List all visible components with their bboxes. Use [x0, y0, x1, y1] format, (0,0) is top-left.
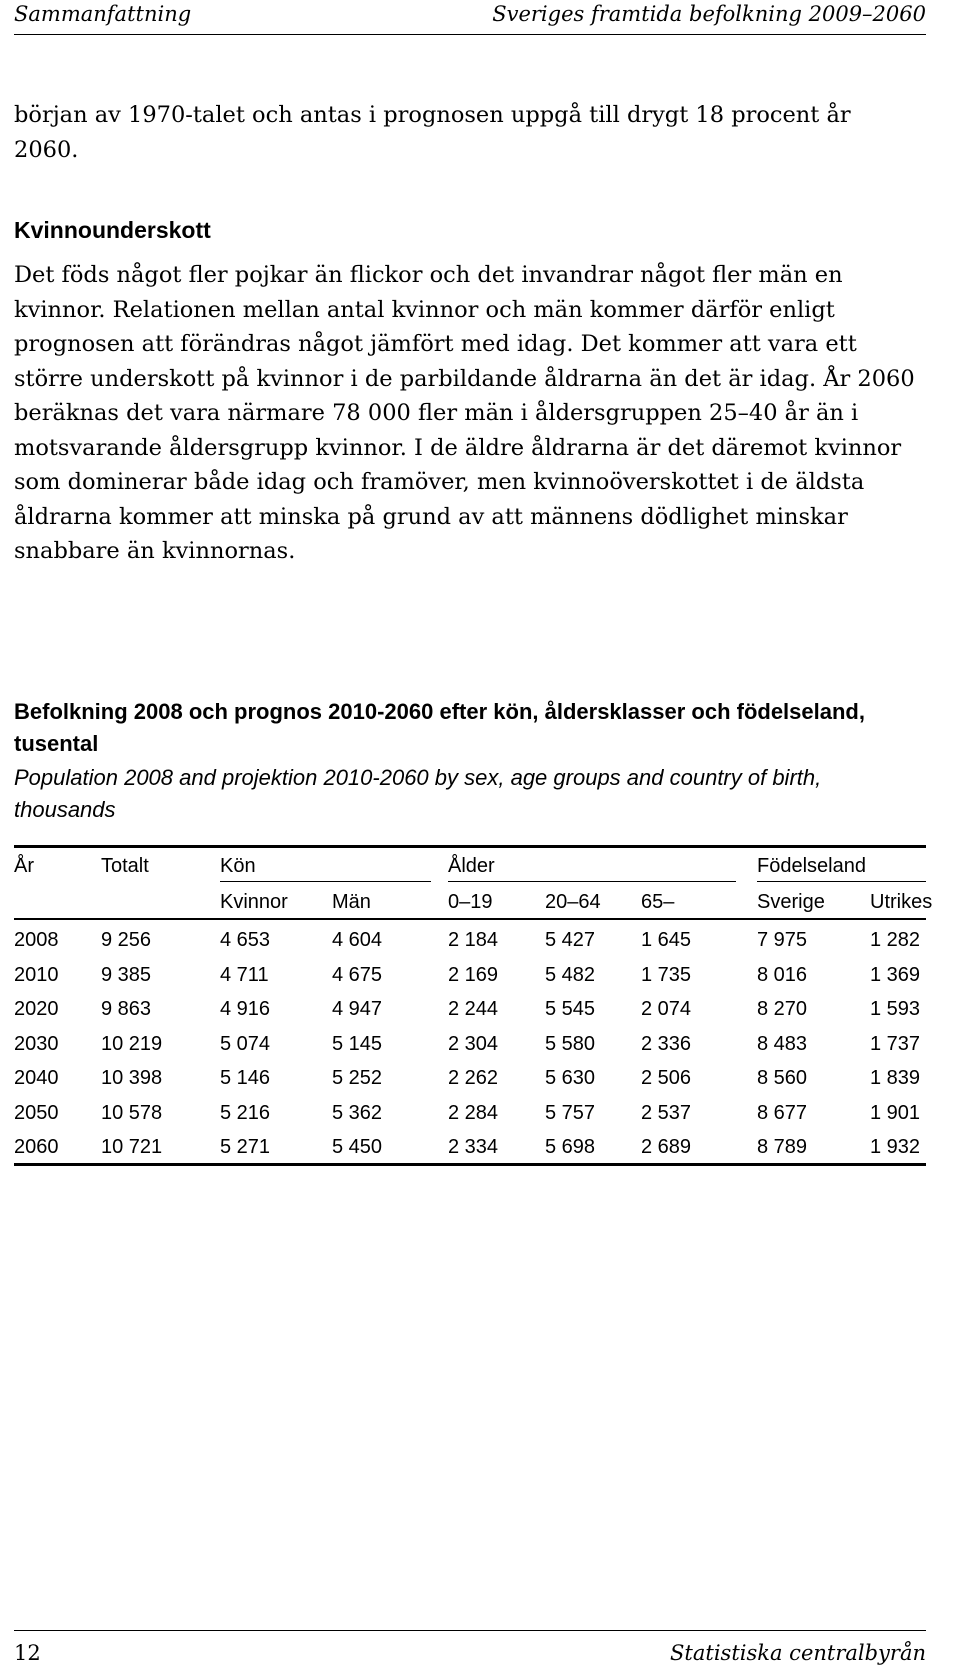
table-cell: 10 578 [101, 1101, 163, 1124]
col-header-year: År [14, 855, 34, 877]
table-cell: 5 427 [545, 929, 596, 951]
table-cell: 8 789 [757, 1136, 808, 1158]
table-cell: 1 932 [870, 1136, 921, 1158]
row-year-cell: 2008 [14, 929, 59, 951]
table-cell: 1 282 [870, 929, 921, 951]
subheader-women: Kvinnor [220, 891, 288, 913]
table-cell: 5 450 [332, 1136, 383, 1158]
sex-group-rule [220, 881, 431, 882]
table-cell: 2 334 [448, 1136, 499, 1158]
row-year-cell: 2010 [14, 963, 59, 986]
table-cell: 2 169 [448, 963, 499, 986]
table-cell: 2 304 [448, 1032, 499, 1055]
table-cell: 5 074 [220, 1032, 271, 1055]
col-header-total: Totalt [101, 855, 149, 877]
row-year-cell: 2020 [14, 998, 59, 1020]
col-header-age: Ålder [448, 855, 495, 877]
table-cell: 4 711 [220, 963, 269, 986]
table-cell: 1 735 [641, 963, 692, 986]
header-bottom-rule [14, 918, 926, 920]
table-cell: 2 689 [641, 1136, 692, 1158]
col-header-birth-country: Födelseland [757, 855, 866, 877]
table-cell: 2 184 [448, 929, 499, 951]
row-year-cell: 2040 [14, 1067, 59, 1089]
birth-group-rule [757, 881, 926, 882]
table-cell: 8 560 [757, 1067, 808, 1089]
table-cell: 5 580 [545, 1032, 596, 1055]
subheader-age-20-64: 20–64 [545, 891, 601, 913]
subheader-abroad: Utrikes [870, 891, 933, 913]
table-cell: 5 545 [545, 998, 596, 1020]
section-paragraph-part-b: därför enligt prognosen att förändras något jämfört med idag. Det kommer att vara ett större underskott på kvinnor i de parbildande åldrarna än det är idag. År 2060 beräknas det vara närmare 78 000 fler män i åldersgruppen 25–40 år än i motsvarande åldersgrupp kvinnor. I de äldre åldrarna är det däremot kvinnor som dominerar både idag och framöver, men kvinnoöverskottet i de äldsta åldrarna kommer att minska på grund av att männens dödlighet minskar snabbare än kvinnornas. [14, 296, 915, 564]
table-bottom-rule [14, 1163, 926, 1166]
table-cell: 1 839 [870, 1067, 921, 1089]
table-cell: 7 975 [757, 929, 808, 951]
header-publication-title: Sveriges framtida befolkning 2009–2060 [492, 2, 926, 26]
table-cell: 2 244 [448, 998, 499, 1020]
table-cell: 8 677 [757, 1101, 808, 1124]
table-cell: 9 863 [101, 998, 152, 1020]
table-top-rule [14, 845, 926, 848]
col-header-sex: Kön [220, 855, 256, 877]
table-cell: 5 216 [220, 1101, 271, 1124]
table-cell: 1 369 [870, 963, 921, 986]
subheader-age-65-plus: 65– [641, 891, 675, 913]
table-cell: 10 721 [101, 1136, 163, 1158]
table-cell: 10 219 [101, 1032, 163, 1055]
section-paragraph-part-a: Det föds något fler pojkar än flickor och det invandrar något fler män en kvinnor. Relationen mellan antal kvinnor och män kommer [14, 262, 843, 323]
table-cell: 4 604 [332, 929, 383, 951]
publisher-name: Statistiska centralbyrån [670, 1641, 926, 1665]
subheader-men: Män [332, 891, 371, 913]
table-cell: 5 271 [220, 1136, 271, 1158]
table-cell: 4 675 [332, 963, 383, 986]
subheader-age-0-19: 0–19 [448, 891, 493, 913]
row-year-cell: 2050 [14, 1101, 59, 1124]
table-cell: 1 593 [870, 998, 921, 1020]
table-cell: 8 483 [757, 1032, 808, 1055]
table-cell: 4 653 [220, 929, 271, 951]
table-cell: 5 362 [332, 1101, 383, 1124]
row-year-cell: 2030 [14, 1032, 59, 1055]
row-year-cell: 2060 [14, 1136, 59, 1158]
table-cell: 9 256 [101, 929, 152, 951]
section-paragraph [14, 258, 920, 569]
table-cell: 1 901 [870, 1101, 921, 1124]
table-cell: 4 916 [220, 998, 271, 1020]
table-cell: 2 506 [641, 1067, 692, 1089]
table-cell: 5 482 [545, 963, 596, 986]
table-cell: 5 145 [332, 1032, 383, 1055]
table-cell: 1 645 [641, 929, 692, 951]
table-cell: 8 270 [757, 998, 808, 1020]
table-cell: 5 757 [545, 1101, 596, 1124]
table-cell: 2 074 [641, 998, 692, 1020]
running-header [14, 0, 926, 35]
table-cell: 2 284 [448, 1101, 499, 1124]
table-cell: 8 016 [757, 963, 808, 986]
table-cell: 5 698 [545, 1136, 596, 1158]
header-section-title: Sammanfattning [14, 2, 192, 26]
section-heading: Kvinnounderskott [14, 217, 211, 243]
table-cell: 5 252 [332, 1067, 383, 1089]
table-title-swedish: Befolkning 2008 och prognos 2010-2060 efter kön, åldersklasser och födelseland, tusental [14, 699, 865, 756]
subheader-sweden: Sverige [757, 891, 825, 913]
table-cell: 5 630 [545, 1067, 596, 1089]
table-cell: 2 262 [448, 1067, 499, 1089]
table-cell: 4 947 [332, 998, 383, 1020]
table-cell: 5 146 [220, 1067, 271, 1089]
table-cell: 2 537 [641, 1101, 692, 1124]
table-cell: 9 385 [101, 963, 152, 986]
intro-paragraph: början av 1970-talet och antas i prognosen uppgå till drygt 18 procent år 2060. [14, 102, 851, 163]
page-number: 12 [14, 1641, 41, 1665]
age-group-rule [448, 881, 736, 882]
table-cell: 2 336 [641, 1032, 692, 1055]
table-cell: 1 737 [870, 1032, 921, 1055]
table-cell: 10 398 [101, 1067, 163, 1089]
page-footer [14, 1630, 926, 1665]
table-title-english: Population 2008 and projektion 2010-2060 by sex, age groups and country of birth, thousands [14, 765, 822, 822]
